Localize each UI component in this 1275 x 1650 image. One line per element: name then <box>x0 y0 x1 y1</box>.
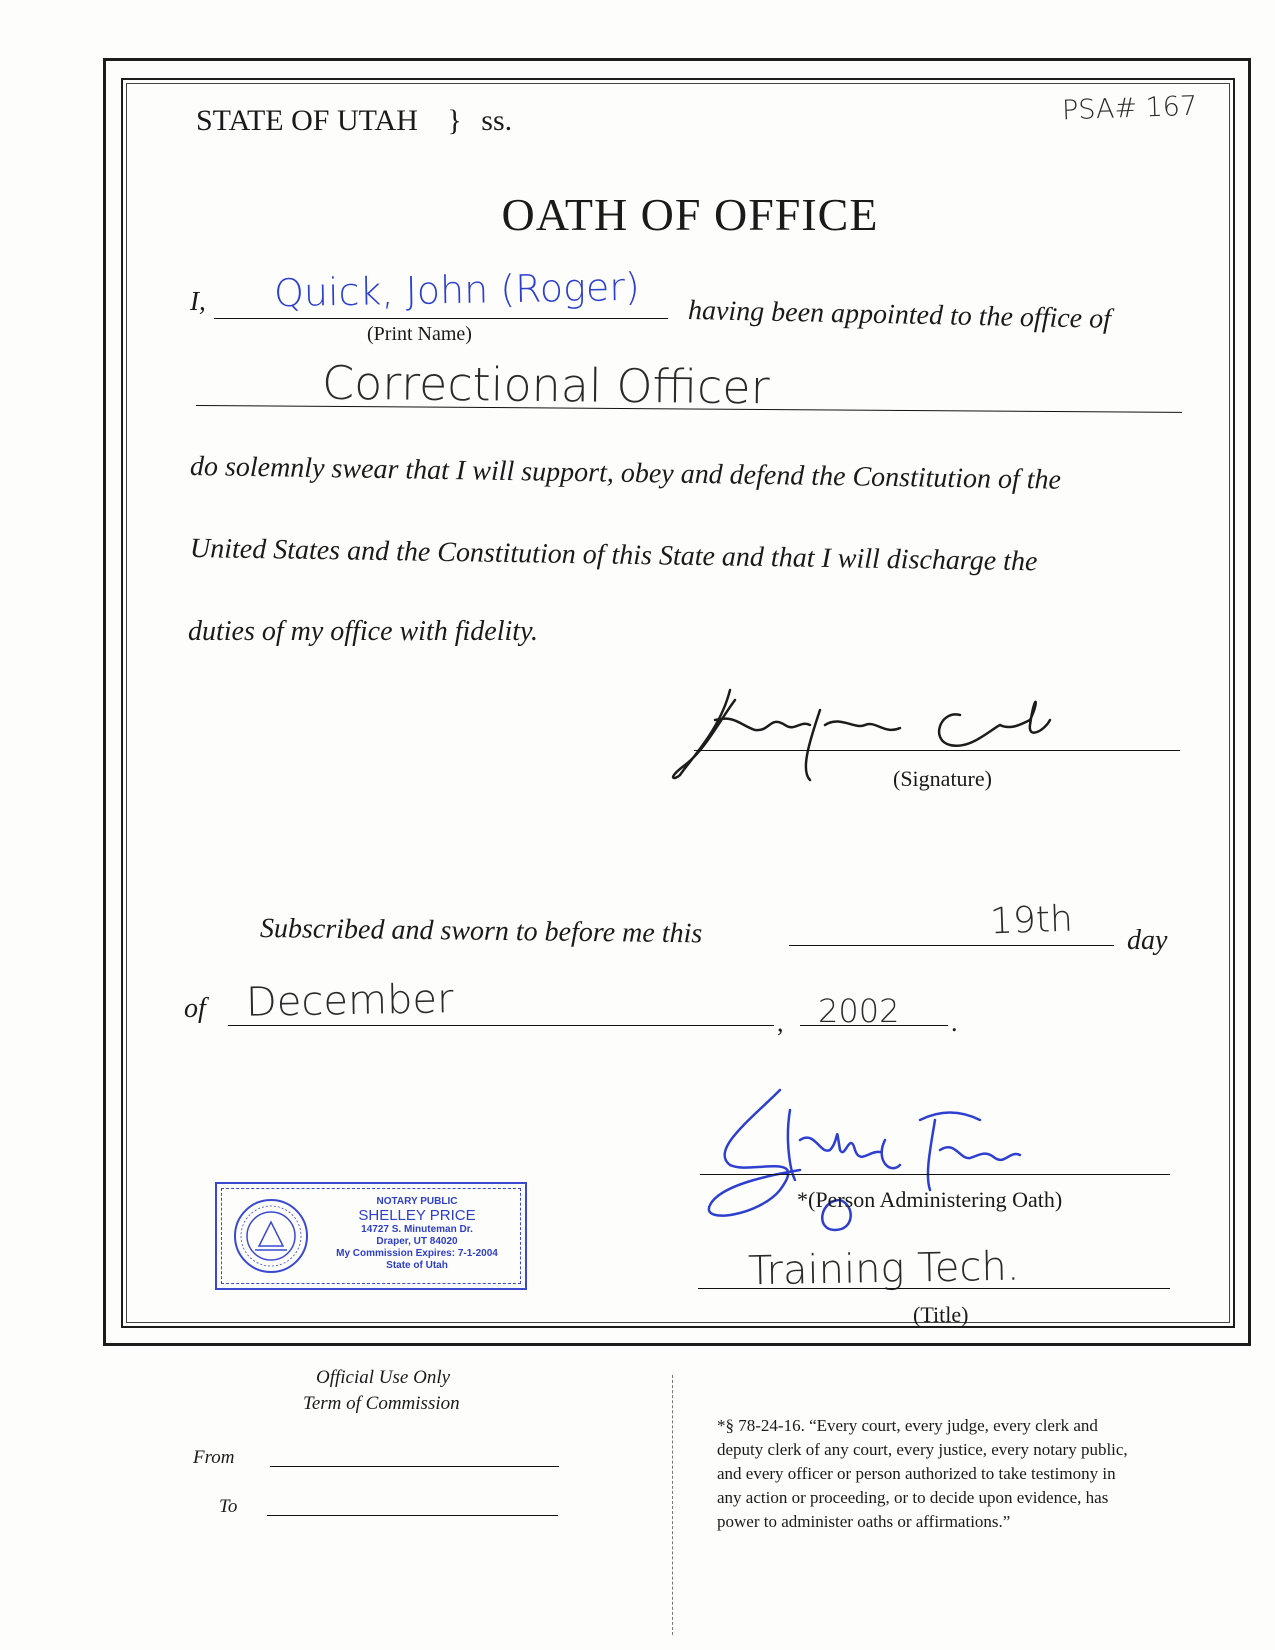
title-label: (Title) <box>913 1302 969 1327</box>
footnote-line-2: deputy clerk of any court, every justice, every notary public, <box>717 1440 1128 1459</box>
administrator-line <box>700 1174 1170 1175</box>
signature-line <box>694 750 1180 751</box>
stamp-state: State of Utah <box>386 1260 448 1271</box>
oath-taker-signature <box>660 670 1100 790</box>
day-line <box>789 945 1114 946</box>
footnote-line-3: and every officer or person authorized to take testimony in <box>717 1464 1116 1483</box>
year-value: 2002 <box>818 992 900 1030</box>
print-name-label: (Print Name) <box>367 323 472 345</box>
stamp-commission: My Commission Expires: 7-1-2004 <box>336 1248 498 1259</box>
from-label: From <box>193 1447 235 1468</box>
office-value: Correctional Officer <box>321 355 770 415</box>
appointed-text: having been appointed to the office of <box>687 295 1112 335</box>
print-name-value: Quick, John (Roger) <box>273 264 641 316</box>
state-heading <box>196 104 512 138</box>
ss-label: ss. <box>481 104 513 137</box>
from-line <box>270 1466 559 1467</box>
oath-body-line-3: duties of my office with fidelity. <box>188 616 538 647</box>
print-name-line <box>214 318 668 319</box>
official-use-subtitle: Term of Commission <box>303 1393 460 1414</box>
day-value: 19th <box>989 898 1074 943</box>
oath-body-line-2: United States and the Constitution of this State and that I will discharge the <box>189 533 1038 578</box>
title-value: Training Tech. <box>747 1243 1020 1295</box>
stamp-notary-public: NOTARY PUBLIC <box>376 1196 458 1207</box>
month-year-comma: , <box>777 1008 784 1037</box>
state-label: STATE OF UTAH <box>196 104 418 137</box>
footnote-line-4: any action or proceeding, or to decide upon evidence, has <box>717 1488 1109 1507</box>
footnote-line-1: *§ 78-24-16. “Every court, every judge, every clerk and <box>717 1416 1098 1435</box>
administrator-signature <box>690 1080 1040 1240</box>
title-line <box>698 1288 1170 1289</box>
utah-state-seal-icon <box>231 1196 311 1276</box>
of-label: of <box>184 993 206 1024</box>
signature-label: (Signature) <box>893 766 992 791</box>
footnote-line-5: power to administer oaths or affirmations.” <box>717 1512 1011 1531</box>
footer-divider <box>672 1375 673 1635</box>
notary-stamp <box>215 1182 527 1290</box>
page-title: OATH OF OFFICE <box>501 189 879 240</box>
stamp-address-1: 14727 S. Minuteman Dr. <box>361 1224 473 1235</box>
oath-prefix: I, <box>190 286 206 316</box>
reference-number: PSA# 167 <box>1061 90 1198 127</box>
to-line <box>267 1515 558 1516</box>
stamp-text <box>317 1196 517 1272</box>
year-period: . <box>951 1008 958 1037</box>
stamp-address-2: Draper, UT 84020 <box>376 1236 458 1247</box>
sworn-text: Subscribed and sworn to before me this <box>259 913 703 950</box>
oath-body-line-1: do solemnly swear that I will support, obey and defend the Constitution of the <box>189 451 1062 496</box>
day-label: day <box>1127 925 1168 956</box>
to-label: To <box>219 1496 238 1517</box>
brace: } <box>447 104 462 137</box>
month-line <box>228 1025 774 1026</box>
official-use-title: Official Use Only <box>316 1367 451 1388</box>
administrator-label: *(Person Administering Oath) <box>797 1187 1063 1212</box>
stamp-name: SHELLEY PRICE <box>358 1207 476 1224</box>
footnote <box>717 1414 1128 1534</box>
month-value: December <box>245 976 454 1026</box>
